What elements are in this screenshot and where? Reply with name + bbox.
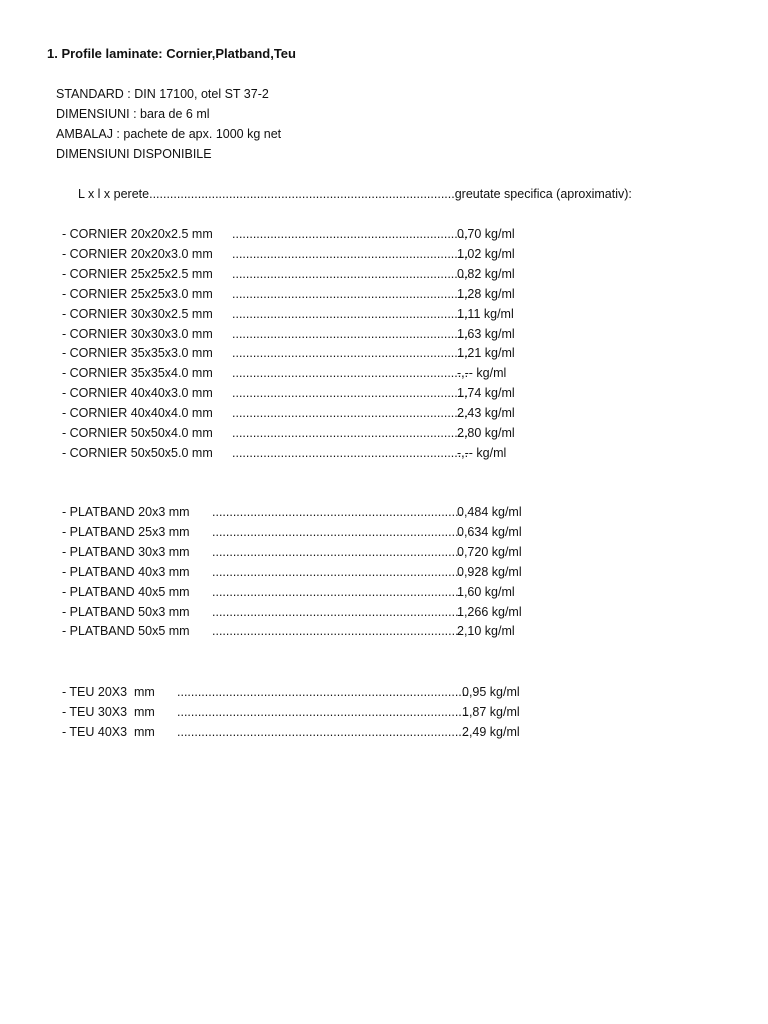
- platband-row: [62, 602, 622, 622]
- profile-weight: 1,74 kg/ml: [457, 386, 515, 401]
- profile-weight: 2,10 kg/ml: [457, 624, 515, 639]
- profile-weight: 0,928 kg/ml: [457, 564, 522, 579]
- spec-packaging: AMBALAJ : pachete de apx. 1000 kg net: [56, 127, 282, 141]
- profile-name: - PLATBAND 40x5 mm: [62, 584, 190, 599]
- profile-name: - PLATBAND 50x3 mm: [62, 604, 190, 619]
- profile-weight: -,-- kg/ml: [457, 366, 507, 381]
- dot-leader: ....................................................................................: [177, 704, 469, 719]
- platband-row: [62, 522, 622, 542]
- cornier-row: [62, 363, 622, 383]
- profile-name: - CORNIER 35x35x4.0 mm: [62, 366, 213, 381]
- cornier-row: [62, 324, 622, 344]
- profile-weight: 0,82 kg/ml: [457, 266, 515, 281]
- profile-name: - PLATBAND 50x5 mm: [62, 624, 190, 639]
- dot-leader: ....................................................................: [232, 306, 469, 321]
- platband-row: [62, 542, 622, 562]
- cornier-row: [62, 264, 622, 284]
- cornier-row: [62, 343, 622, 363]
- profile-weight: 1,21 kg/ml: [457, 346, 515, 361]
- dot-leader: ........................................................................: [212, 624, 463, 639]
- cornier-row: [62, 224, 622, 244]
- profile-weight: 1,63 kg/ml: [457, 326, 515, 341]
- profile-weight: 0,70 kg/ml: [457, 227, 515, 241]
- spec-dimensions: DIMENSIUNI : bara de 6 ml: [56, 107, 210, 121]
- profile-name: - CORNIER 30x30x2.5 mm: [62, 306, 213, 321]
- dot-leader: ....................................................................: [232, 246, 469, 261]
- platband-row: [62, 562, 622, 582]
- profile-name: - CORNIER 40x40x4.0 mm: [62, 406, 213, 421]
- section-title: 1. Profile laminate: Cornier,Platband,Teu: [47, 46, 296, 61]
- profile-name: - PLATBAND 25x3 mm: [62, 524, 190, 539]
- teu-row: [62, 682, 622, 702]
- profile-name: - CORNIER 50x50x4.0 mm: [62, 426, 213, 440]
- dot-leader: ....................................................................: [232, 366, 469, 381]
- dot-leader: ........................................................................: [212, 524, 463, 539]
- platband-row: [62, 502, 622, 522]
- profile-weight: 0,95 kg/ml: [462, 685, 520, 699]
- table-header: L x l x perete........................................................................................greutate specifica (aproximativ):: [78, 187, 632, 201]
- dot-leader: ....................................................................: [232, 326, 469, 341]
- cornier-row: [62, 244, 622, 264]
- platband-row: [62, 621, 622, 641]
- cornier-row: [62, 383, 622, 403]
- profile-weight: 0,720 kg/ml: [457, 544, 522, 559]
- profile-weight: 1,87 kg/ml: [462, 704, 520, 719]
- profile-weight: 2,43 kg/ml: [457, 406, 515, 421]
- dot-leader: ....................................................................: [232, 406, 469, 421]
- teu-row: [62, 702, 622, 722]
- spec-available: DIMENSIUNI DISPONIBILE: [56, 147, 212, 161]
- dot-leader: ....................................................................: [232, 346, 469, 361]
- teu-row: [62, 722, 622, 742]
- dot-leader: ....................................................................: [232, 286, 469, 301]
- dot-leader: ....................................................................: [232, 445, 469, 460]
- profile-weight: 1,28 kg/ml: [457, 286, 515, 301]
- profile-name: - PLATBAND 30x3 mm: [62, 544, 190, 559]
- profile-name: - PLATBAND 20x3 mm: [62, 505, 190, 519]
- cornier-row: [62, 403, 622, 423]
- dot-leader: ........................................................................: [212, 564, 463, 579]
- profile-name: - TEU 20X3 mm: [62, 685, 155, 699]
- profile-name: - CORNIER 20x20x2.5 mm: [62, 227, 213, 241]
- profile-weight: 1,60 kg/ml: [457, 584, 515, 599]
- profile-weight: 1,11 kg/ml: [457, 306, 514, 321]
- profile-weight: 0,484 kg/ml: [457, 505, 522, 519]
- dot-leader: ....................................................................: [232, 266, 469, 281]
- cornier-row: [62, 284, 622, 304]
- cornier-row: [62, 304, 622, 324]
- dot-leader: ....................................................................: [232, 227, 469, 241]
- profile-name: - CORNIER 50x50x5.0 mm: [62, 445, 213, 460]
- profile-weight: 2,49 kg/ml: [462, 724, 520, 739]
- profile-name: - CORNIER 40x40x3.0 mm: [62, 386, 213, 401]
- profile-name: - PLATBAND 40x3 mm: [62, 564, 190, 579]
- profile-name: - CORNIER 25x25x3.0 mm: [62, 286, 213, 301]
- profile-name: - CORNIER 35x35x3.0 mm: [62, 346, 213, 361]
- dot-leader: ....................................................................: [232, 386, 469, 401]
- dot-leader: ....................................................................................: [177, 685, 469, 699]
- profile-name: - TEU 40X3 mm: [62, 724, 155, 739]
- profile-name: - CORNIER 20x20x3.0 mm: [62, 246, 213, 261]
- dot-leader: ....................................................................................: [177, 724, 469, 739]
- profile-weight: 0,634 kg/ml: [457, 524, 522, 539]
- profile-name: - TEU 30X3 mm: [62, 704, 155, 719]
- profile-weight: 1,02 kg/ml: [457, 246, 515, 261]
- cornier-row: [62, 443, 622, 463]
- dot-leader: ........................................................................: [212, 604, 463, 619]
- profile-name: - CORNIER 25x25x2.5 mm: [62, 266, 213, 281]
- profile-weight: 1,266 kg/ml: [457, 604, 522, 619]
- dot-leader: ....................................................................: [232, 426, 469, 440]
- platband-row: [62, 582, 622, 602]
- dot-leader: ........................................................................: [212, 584, 463, 599]
- dot-leader: ........................................................................: [212, 544, 463, 559]
- profile-weight: 2,80 kg/ml: [457, 426, 515, 440]
- cornier-row: [62, 423, 622, 443]
- spec-standard: STANDARD : DIN 17100, otel ST 37-2: [56, 87, 269, 101]
- profile-weight: -,-- kg/ml: [457, 445, 507, 460]
- profile-name: - CORNIER 30x30x3.0 mm: [62, 326, 213, 341]
- dot-leader: ........................................................................: [212, 505, 463, 519]
